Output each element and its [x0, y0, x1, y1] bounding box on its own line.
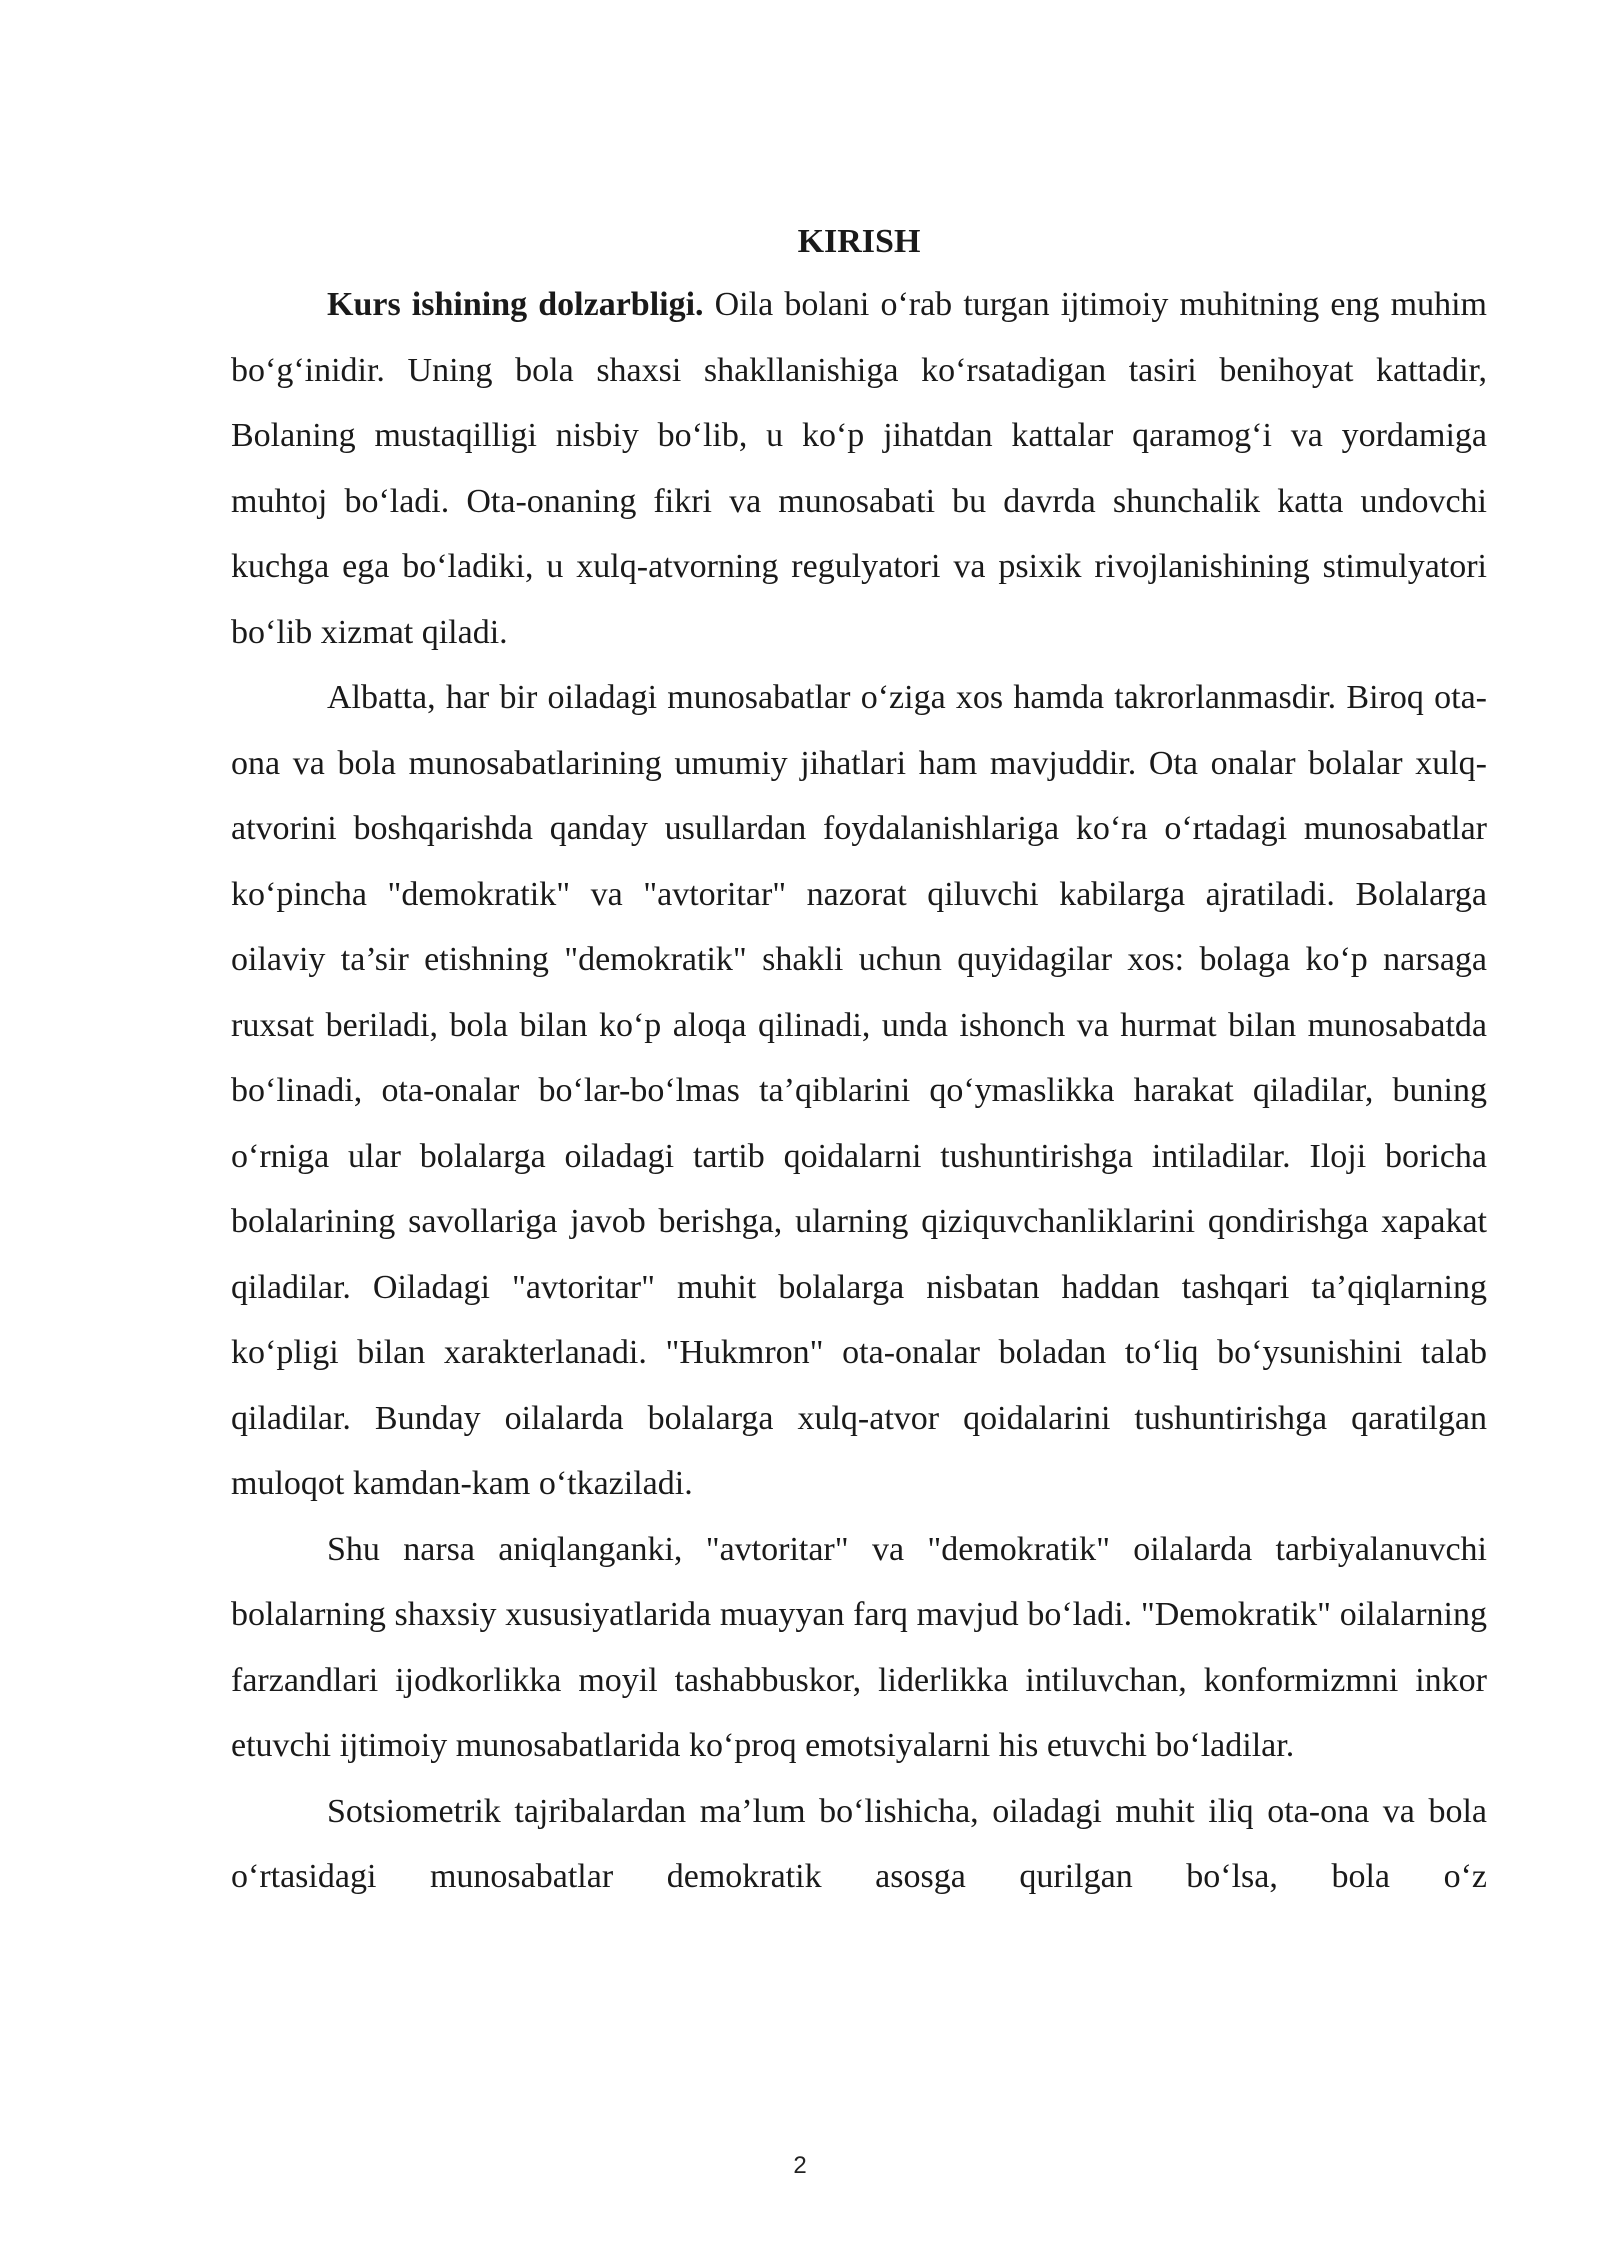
paragraph-text: Albatta, har bir oiladagi munosabatlar o‘ziga xos hamda takrorlanmasdir. Biroq ota-ona va bola munosabatlarining umumiy jihatlari ham mavjuddir. Ota onalar bolalar xulq- atvorini boshqarishda qanday usullardan foydalanishlariga ko‘ra o‘rtadagi munosabatlar ko‘pincha "demokratik" va "avtoritar" nazorat qiluvchi kabilarga ajratiladi. Bolalarga oilaviy ta’sir etishning "demokratik" shakli uchun quyidagilar xos: bolaga ko‘p narsaga ruxsat beriladi, bola bilan ko‘p aloqa qilinadi, unda ishonch va hurmat bilan munosabatda bo‘linadi, ota-onalar bo‘lar-bo‘lmas ta’qiblarini qo‘ymaslikka harakat qiladilar, buning o‘rniga ular bolalarga oiladagi tartib qoidalarni tushuntirishga intiladilar. Iloji boricha bolalarining savollariga javob berishga, ularning qiziquvchanliklarini qondirishga xapakat qiladilar. Oiladagi "avtoritar" muhit bolalarga nisbatan haddan tashqari ta’qiqlarning ko‘pligi bilan xarakterlanadi. "Hukmron" ota-onalar boladan to‘liq bo‘ysunishini talab qiladilar. Bunday oilalarda bolalarga xulq-atvor qoidalarini tushuntirishga qaratilgan muloqot kamdan-kam o‘tkaziladi. — [231, 679, 1487, 1502]
paragraph-text: Oila bolani o‘rab turgan ijtimoiy muhitning eng muhim bo‘g‘inidir. Uning bola shaxsi shakllanishiga ko‘rsatadigan tasiri benihoyat kattadir, Bolaning mustaqilligi nisbiy bo‘lib, u ko‘p jihatdan kattalar qaramog‘i va yordamiga muhtoj bo‘ladi. Ota-onaning fikri va munosabati bu davrda shunchalik katta undovchi kuchga ega bo‘ladiki, u xulq-atvorning regulyatori va psixik rivojlanishining stimulyatori bo‘lib xizmat qiladi. — [231, 286, 1487, 651]
paragraph-text: Sotsiometrik tajribalardan ma’lum bo‘lishicha, oiladagi muhit iliq ota-ona va bola o‘rtasidagi munosabatlar demokratik asosga qurilgan bo‘lsa, bola o‘z — [231, 1792, 1487, 1895]
paragraph-family-relations — [231, 665, 1487, 1517]
section-heading: KIRISH — [797, 223, 921, 260]
paragraph-sociometric — [231, 1779, 1487, 1910]
paragraph-lead: Kurs ishining dolzarbligi. — [327, 286, 704, 323]
paragraph-relevance — [231, 272, 1487, 665]
page-number: 2 — [793, 2152, 807, 2179]
paragraph-personality-differences — [231, 1517, 1487, 1779]
paragraph-text: Shu narsa aniqlanganki, "avtoritar" va "demokratik" oilalarda tarbiyalanuvchi bolalarning shaxsiy xususiyatlarida muayyan farq mavjud bo‘ladi. "Demokratik" oilalarning farzandlari ijodkorlikka moyil tashabbuskor, liderlikka intiluvchan, konformizmni inkor etuvchi ijtimoiy munosabatlarida ko‘proq emotsiyalarni his etuvchi bo‘ladilar. — [231, 1530, 1487, 1764]
page-content — [231, 212, 1487, 1910]
